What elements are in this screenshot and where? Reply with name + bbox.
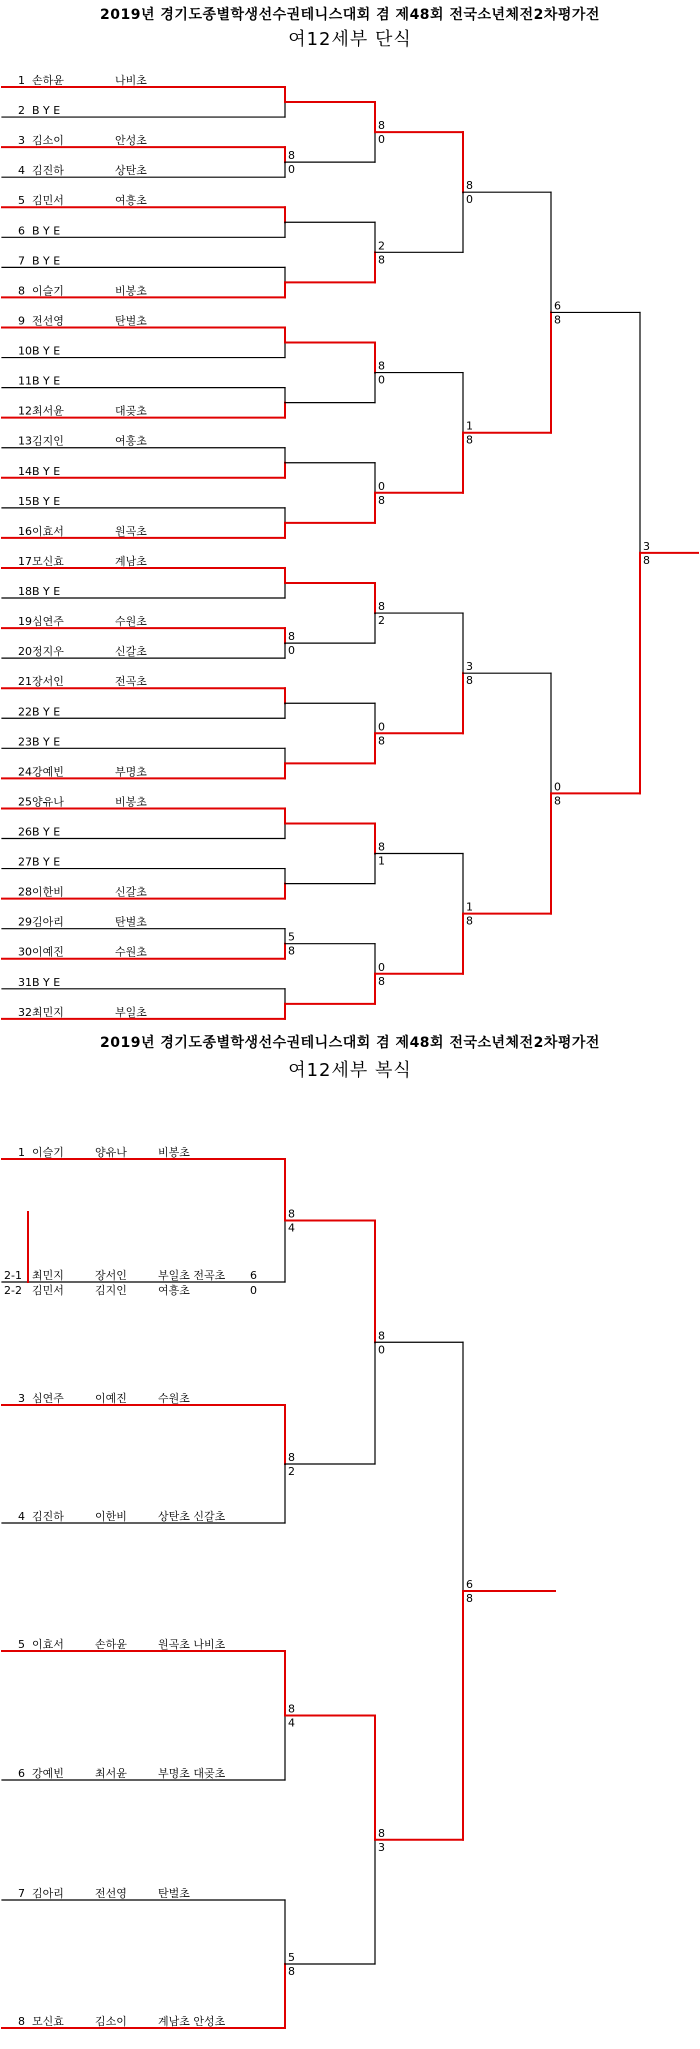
player-name: B Y E [32, 374, 61, 388]
player-name: 이예진 [32, 945, 64, 959]
player-seed: 29 [18, 915, 32, 929]
player-name: B Y E [32, 735, 61, 749]
team-school: 부명초 대곶초 [158, 1767, 226, 1780]
r1-score-bottom: 8 [288, 944, 295, 958]
team-player-2: 김지인 [95, 1284, 127, 1297]
player-seed: 12 [18, 404, 32, 418]
r1-score-bottom: 4 [288, 1221, 295, 1235]
r2-score-top: 8 [378, 119, 385, 133]
player-seed: 18 [18, 585, 32, 599]
player-seed: 8 [18, 284, 25, 298]
final-score-bottom: 8 [643, 553, 650, 567]
player-school: 나비초 [115, 74, 147, 87]
team-player-1: 최민지 [32, 1269, 64, 1282]
team-school: 원곡초 나비초 [158, 1638, 226, 1651]
team-school: 수원초 [158, 1392, 190, 1405]
player-seed: 30 [18, 945, 32, 959]
team-school: 탄벌초 [158, 1887, 190, 1900]
player-seed: 16 [18, 524, 32, 538]
player-name: B Y E [32, 464, 61, 478]
qualifier-score: 0 [250, 1284, 257, 1297]
player-school: 탄벌초 [115, 314, 147, 328]
player-name: 정지우 [32, 645, 64, 659]
r2-score-bottom: 0 [378, 1343, 385, 1357]
team-player-1: 김아리 [32, 1887, 64, 1900]
player-name: 강예빈 [32, 765, 64, 779]
singles-event-header: 2019년 경기도종별학생선수권테니스대회 겸 제48회 전국소년체전2차평가전 [100, 7, 600, 23]
player-school: 안성초 [115, 134, 147, 148]
team-player-1: 김진하 [32, 1510, 64, 1523]
r1-score-bottom: 4 [288, 1716, 295, 1730]
r2-score-bottom: 1 [378, 854, 385, 868]
player-name: 이한비 [32, 885, 64, 899]
team-school: 계남초 안성초 [158, 2015, 226, 2028]
player-school: 비봉초 [115, 795, 147, 809]
r2-score-bottom: 3 [378, 1840, 385, 1854]
r4-score-top: 0 [554, 780, 561, 794]
player-name: B Y E [32, 254, 61, 268]
player-name: 전선영 [32, 314, 64, 328]
player-school: 대곶초 [115, 404, 147, 418]
r2-score-top: 0 [378, 479, 385, 493]
player-school: 탄벌초 [115, 915, 147, 929]
player-seed: 13 [18, 434, 32, 448]
player-school: 수원초 [115, 615, 147, 629]
player-name: 이효서 [32, 524, 64, 538]
r2-score-top: 8 [378, 1826, 385, 1840]
player-name: 손하윤 [32, 74, 64, 87]
player-seed: 28 [18, 885, 32, 899]
player-name: 심연주 [32, 615, 64, 629]
r4-score-bottom: 8 [554, 313, 561, 327]
player-name: 모신효 [32, 554, 64, 568]
team-player-2: 최서윤 [95, 1767, 127, 1780]
player-name: 최서윤 [32, 404, 64, 418]
player-seed: 7 [18, 254, 25, 268]
player-name: B Y E [32, 344, 61, 358]
r2-score-top: 8 [378, 840, 385, 854]
team-player-2: 김소이 [95, 2015, 127, 2028]
team-player-1: 이슬기 [32, 1146, 64, 1159]
r2-score-top: 8 [378, 359, 385, 373]
player-name: 장서인 [32, 675, 64, 689]
player-seed: 14 [18, 464, 32, 478]
team-player-1: 심연주 [32, 1392, 64, 1405]
doubles-bracket [0, 1010, 700, 2049]
player-school: 여흥초 [115, 194, 147, 208]
r2-score-top: 2 [378, 239, 385, 253]
player-school: 신갈초 [115, 885, 147, 899]
r2-score-top: 8 [378, 600, 385, 614]
r1-score-top: 8 [288, 1702, 295, 1716]
player-seed: 9 [18, 314, 25, 328]
player-name: B Y E [32, 224, 61, 238]
team-seed: 2-2 [4, 1284, 22, 1297]
player-seed: 2 [18, 104, 25, 118]
r1-score-top: 5 [288, 930, 295, 944]
player-school: 부일초 [115, 1005, 147, 1019]
team-player-2: 이예진 [95, 1392, 127, 1405]
r2-score-bottom: 0 [378, 133, 385, 147]
player-name: 김진하 [32, 164, 64, 178]
player-seed: 3 [18, 134, 25, 148]
team-seed: 4 [18, 1510, 25, 1523]
player-seed: 20 [18, 645, 32, 659]
player-school: 계남초 [115, 554, 147, 568]
r3-score-top: 3 [466, 660, 473, 674]
r3-score-bottom: 8 [466, 674, 473, 688]
r1-score-bottom: 0 [288, 163, 295, 177]
r2-score-bottom: 2 [378, 614, 385, 628]
player-seed: 19 [18, 615, 32, 629]
r1-score-top: 8 [288, 149, 295, 163]
player-seed: 31 [18, 975, 32, 989]
player-seed: 22 [18, 705, 32, 719]
team-player-2: 이한비 [95, 1510, 127, 1523]
player-seed: 11 [18, 374, 32, 388]
team-player-2: 전선영 [95, 1887, 127, 1900]
final-score-bottom: 8 [466, 1592, 473, 1605]
r3-score-bottom: 8 [466, 433, 473, 447]
team-school: 비봉초 [158, 1146, 190, 1159]
player-name: 김지인 [32, 434, 64, 448]
player-school: 원곡초 [115, 524, 147, 538]
player-seed: 27 [18, 855, 32, 869]
player-name: 김아리 [32, 915, 64, 929]
doubles-title: 여12세부 복식 [288, 1060, 412, 1081]
player-name: B Y E [32, 825, 61, 839]
team-seed: 8 [18, 2015, 25, 2028]
player-name: 양유나 [32, 795, 64, 809]
team-school: 여흥초 [158, 1284, 190, 1297]
r2-score-top: 0 [378, 720, 385, 734]
team-seed: 3 [18, 1392, 25, 1405]
player-school: 전곡초 [115, 675, 147, 689]
r1-score-top: 8 [288, 1207, 295, 1221]
singles-title: 여12세부 단식 [288, 29, 412, 50]
player-seed: 32 [18, 1005, 32, 1019]
r3-score-bottom: 8 [466, 914, 473, 928]
r2-score-bottom: 0 [378, 373, 385, 387]
player-name: B Y E [32, 494, 61, 508]
r4-score-top: 6 [554, 299, 561, 313]
player-seed: 15 [18, 494, 32, 508]
r2-score-bottom: 8 [378, 974, 385, 988]
team-seed: 5 [18, 1638, 25, 1651]
player-seed: 25 [18, 795, 32, 809]
team-player-2: 양유나 [95, 1146, 127, 1159]
r3-score-top: 1 [466, 900, 473, 914]
r1-score-top: 8 [288, 630, 295, 644]
team-player-2: 장서인 [95, 1269, 127, 1282]
player-name: B Y E [32, 104, 61, 118]
player-seed: 24 [18, 765, 32, 779]
r1-score-top: 8 [288, 1451, 295, 1464]
singles-bracket [0, 0, 700, 1019]
player-name: 최민지 [32, 1005, 64, 1019]
player-name: B Y E [32, 585, 61, 599]
qualifier-score: 6 [250, 1269, 257, 1282]
player-school: 수원초 [115, 945, 147, 959]
doubles-event-header: 2019년 경기도종별학생선수권테니스대회 겸 제48회 전국소년체전2차평가전 [100, 1035, 600, 1051]
r1-score-bottom: 0 [288, 644, 295, 658]
player-seed: 17 [18, 554, 32, 568]
team-seed: 7 [18, 1887, 25, 1900]
team-seed: 1 [18, 1146, 25, 1159]
team-player-1: 강예빈 [32, 1767, 64, 1780]
team-school: 상탄초 신갈초 [158, 1510, 226, 1523]
r1-score-top: 5 [288, 1951, 295, 1964]
player-seed: 23 [18, 735, 32, 749]
r4-score-bottom: 8 [554, 794, 561, 808]
player-school: 여흥초 [115, 434, 147, 448]
team-seed: 2-1 [4, 1269, 22, 1282]
r3-score-top: 1 [466, 419, 473, 433]
singles-bracket-svg [0, 0, 700, 1019]
r1-score-bottom: 8 [288, 1965, 295, 1978]
team-player-1: 모신효 [32, 2015, 64, 2028]
r1-score-bottom: 2 [288, 1465, 295, 1478]
r3-score-bottom: 0 [466, 193, 473, 207]
team-player-1: 김민서 [32, 1284, 64, 1297]
final-score-top: 6 [466, 1578, 473, 1591]
player-school: 부명초 [115, 765, 147, 779]
final-score-top: 3 [643, 539, 650, 553]
team-school: 부일초 전곡초 [158, 1269, 226, 1282]
player-seed: 10 [18, 344, 32, 358]
player-name: 이슬기 [32, 284, 64, 298]
player-name: B Y E [32, 705, 61, 719]
player-name: 김소이 [32, 134, 64, 148]
r2-score-bottom: 8 [378, 734, 385, 748]
team-seed: 6 [18, 1767, 25, 1780]
player-seed: 21 [18, 675, 32, 689]
player-name: B Y E [32, 975, 61, 989]
r2-score-top: 8 [378, 1329, 385, 1343]
team-player-1: 이효서 [32, 1638, 64, 1651]
player-school: 비봉초 [115, 284, 147, 298]
player-name: 김민서 [32, 194, 64, 208]
r2-score-top: 0 [378, 960, 385, 974]
player-seed: 1 [18, 74, 25, 87]
player-school: 상탄초 [115, 164, 147, 178]
player-name: B Y E [32, 855, 61, 869]
player-school: 신갈초 [115, 645, 147, 659]
r2-score-bottom: 8 [378, 253, 385, 267]
r3-score-top: 8 [466, 179, 473, 193]
team-player-2: 손하윤 [95, 1638, 127, 1651]
player-seed: 4 [18, 164, 25, 178]
doubles-bracket-svg [0, 1010, 700, 2049]
player-seed: 5 [18, 194, 25, 208]
player-seed: 26 [18, 825, 32, 839]
r2-score-bottom: 8 [378, 493, 385, 507]
player-seed: 6 [18, 224, 25, 238]
